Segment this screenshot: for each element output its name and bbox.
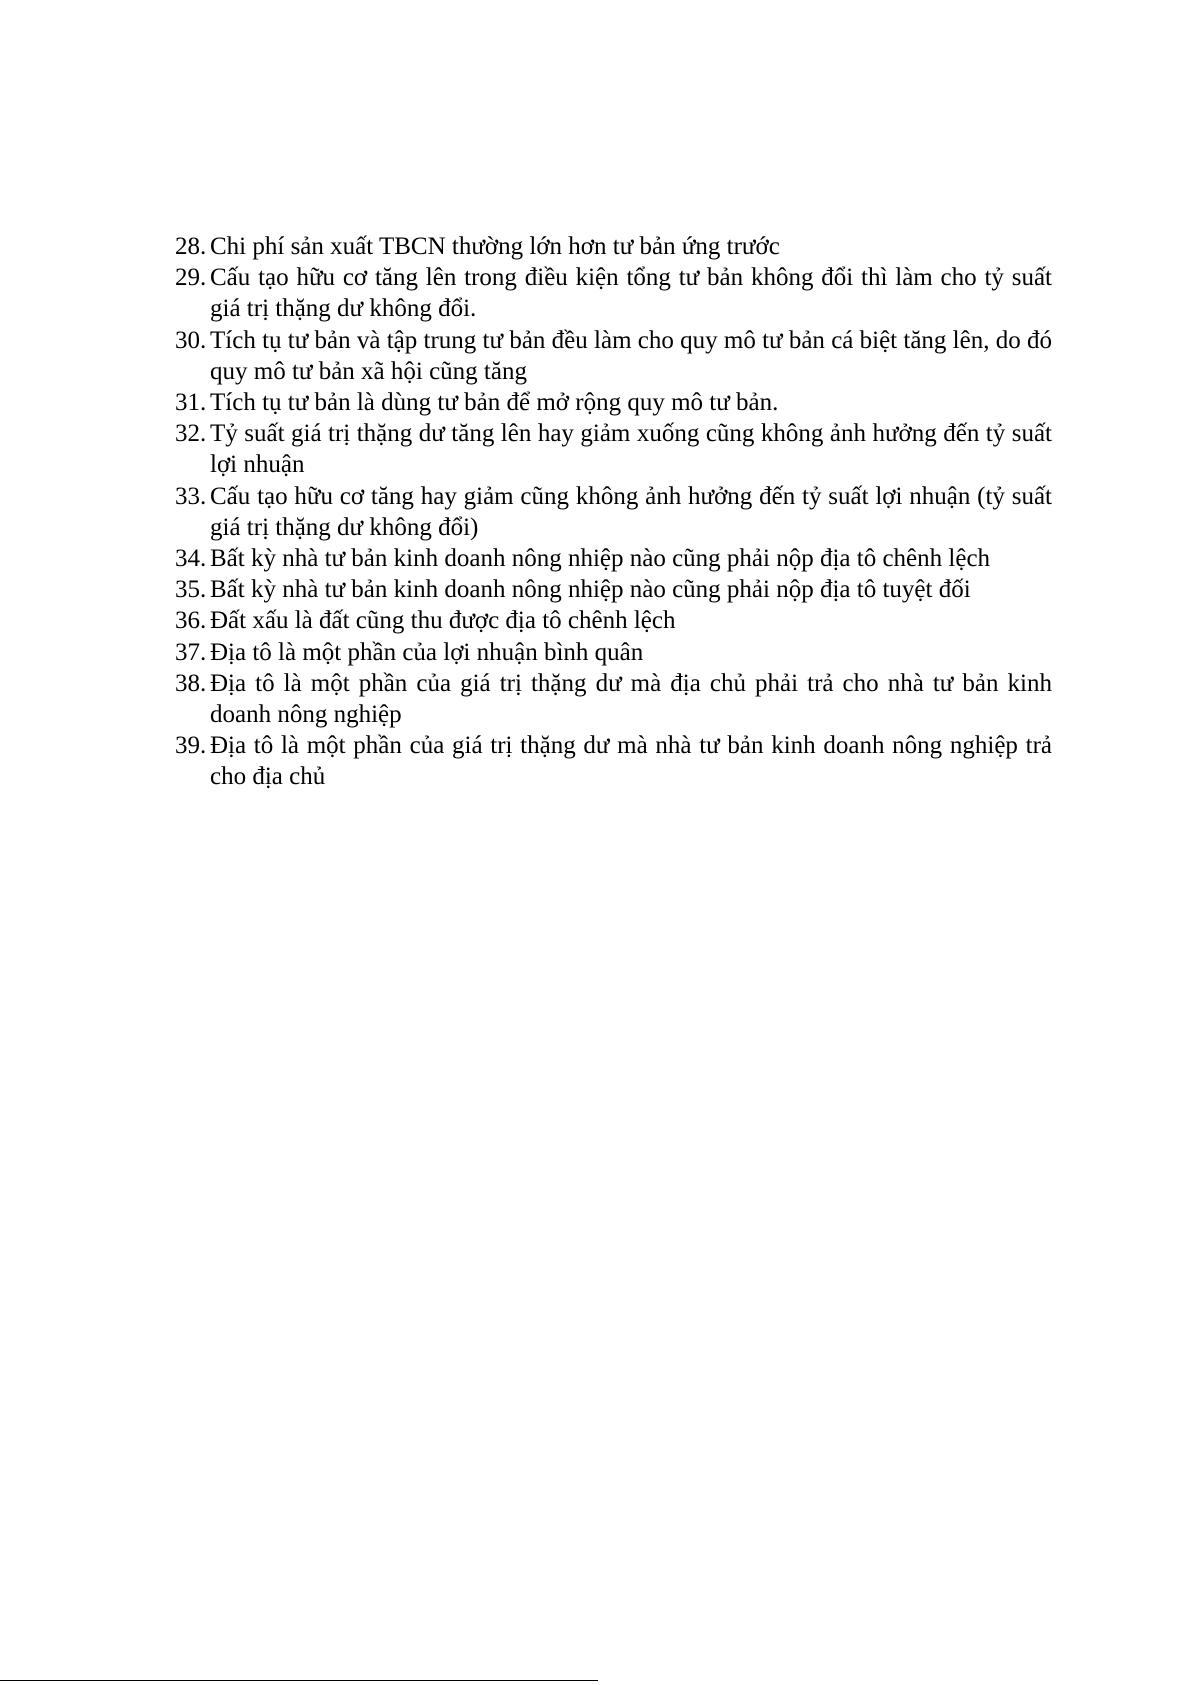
statement-text: Chi phí sản xuất TBCN thường lớn hơn tư bản ứng trước [210,233,780,260]
statement-number: 32. [175,420,207,448]
statement-item [175,605,1052,636]
statement-item [175,543,1052,574]
statement-item [175,418,1052,480]
statement-item [175,730,1052,792]
statement-text: Cấu tạo hữu cơ tăng hay giảm cũng không ảnh hưởng đến tỷ suất lợi nhuận (tỷ suất giá trị thặng dư không đổi) [210,482,1052,541]
statement-number: 35. [175,576,213,604]
statement-number: 29. [175,264,207,292]
statement-item [175,262,1052,324]
statement-text: Đất xấu là đất cũng thu được địa tô chênh lệch [210,607,676,635]
statement-number: 28. [175,233,207,260]
statement-text: Bất kỳ nhà tư bản kinh doanh nông nhiệp nào cũng phải nộp địa tô chênh lệch [210,545,991,573]
statement-item [175,668,1052,730]
statement-item [175,481,1052,543]
statement-number: 31. [175,389,207,417]
statement-number: 30. [175,326,207,354]
statement-text: Tích tụ tư bản và tập trung tư bản đều làm cho quy mô tư bản cá biệt tăng lên, do đó quy mô tư bản xã hội cũng tăng [210,326,1052,385]
statement-item [175,325,1052,387]
statement-item [175,637,1052,668]
statement-text: Tỷ suất giá trị thặng dư tăng lên hay giảm xuống cũng không ảnh hưởng đến tỷ suất lợi nhuận [210,420,1052,479]
statement-number: 34. [175,545,207,573]
statement-text: Tích tụ tư bản là dùng tư bản để mở rộng quy mô tư bản. [210,389,779,417]
statement-number: 33. [175,482,207,510]
statement-number: 38. [175,669,213,697]
statement-text: Bất kỳ nhà tư bản kinh doanh nông nhiệp nào cũng phải nộp địa tô tuyệt đối [210,576,971,604]
statement-text: Cấu tạo hữu cơ tăng lên trong điều kiện tổng tư bản không đổi thì làm cho tỷ suất giá trị thặng dư không đổi. [210,264,1052,323]
statement-item [175,231,1052,262]
statement-number: 39. [175,732,213,760]
statement-number: 37. [175,638,207,666]
statement-text: Địa tô là một phần của lợi nhuận bình quân [210,638,644,666]
statement-text: Địa tô là một phần của giá trị thặng dư mà nhà tư bản kinh doanh nông nghiệp trả cho địa chủ [210,732,1052,791]
page-bottom-rule [0,1680,598,1681]
statement-item [175,574,1052,605]
statement-list [175,231,1052,793]
statement-number: 36. [175,607,213,635]
statement-item [175,387,1052,418]
statement-text: Địa tô là một phần của giá trị thặng dư mà địa chủ phải trả cho nhà tư bản kinh doanh nông nghiệp [210,669,1052,729]
